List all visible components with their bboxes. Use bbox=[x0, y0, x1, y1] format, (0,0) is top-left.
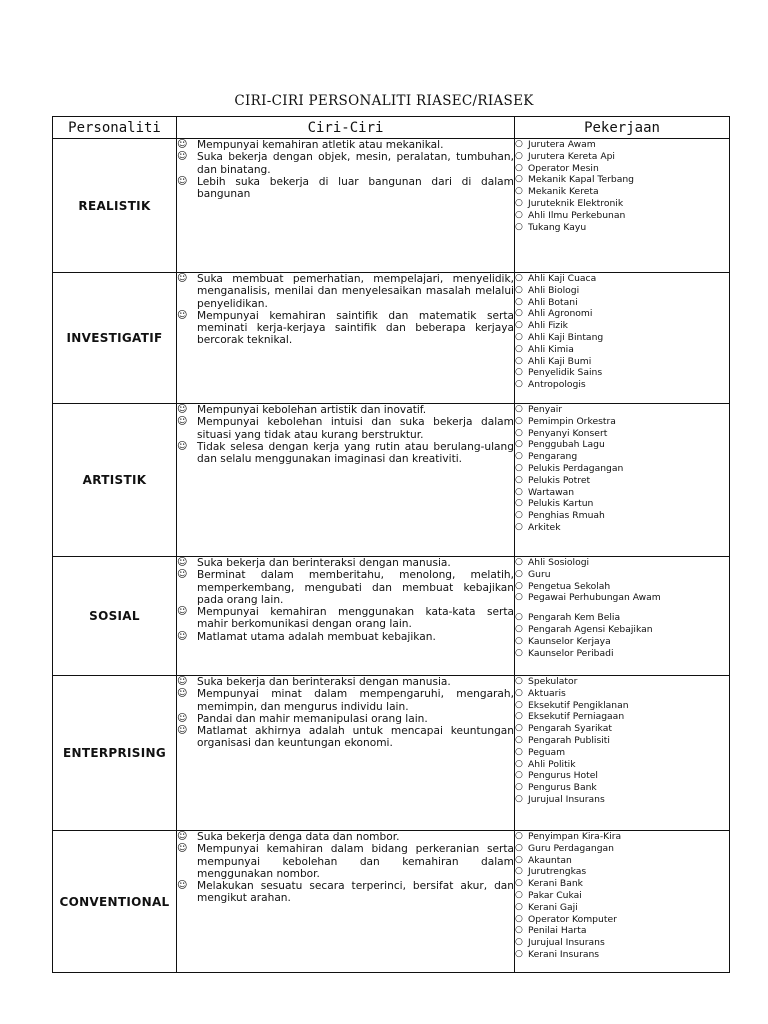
job-text: Operator Mesin bbox=[528, 162, 599, 174]
circle-bullet-icon: ○ bbox=[515, 521, 523, 532]
circle-bullet-icon: ○ bbox=[515, 308, 523, 319]
circle-bullet-icon: ○ bbox=[515, 197, 523, 208]
job-text: Peguam bbox=[528, 746, 566, 758]
trait-item bbox=[177, 404, 514, 416]
table-row bbox=[53, 139, 730, 273]
circle-bullet-icon: ○ bbox=[515, 221, 523, 232]
personality-name: REALISTIK bbox=[53, 139, 177, 273]
circle-bullet-icon: ○ bbox=[515, 842, 523, 853]
job-item bbox=[515, 866, 729, 878]
job-text: Wartawan bbox=[528, 486, 575, 498]
job-item bbox=[515, 463, 729, 475]
jobs-list bbox=[515, 676, 729, 806]
traits-list bbox=[177, 676, 514, 750]
job-item bbox=[515, 723, 729, 735]
circle-bullet-icon: ○ bbox=[515, 623, 523, 634]
circle-bullet-icon: ○ bbox=[515, 498, 523, 509]
job-item bbox=[515, 174, 729, 186]
trait-text: Tidak selesa dengan kerja yang rutin atau berulang-ulang dan selalu menggunakan imaginasi dan kreativiti. bbox=[197, 440, 514, 466]
circle-bullet-icon: ○ bbox=[515, 770, 523, 781]
job-text: Kerani Bank bbox=[528, 878, 583, 890]
circle-bullet-icon: ○ bbox=[515, 486, 523, 497]
job-item bbox=[515, 487, 729, 499]
job-text: Pemimpin Orkestra bbox=[528, 415, 616, 427]
smiley-bullet-icon: ☺ bbox=[177, 725, 188, 737]
smiley-bullet-icon: ☺ bbox=[177, 404, 188, 415]
job-text: Penyelidik Sains bbox=[528, 367, 603, 379]
job-text: Kaunselor Peribadi bbox=[528, 647, 614, 659]
trait-item bbox=[177, 310, 514, 347]
job-text: Pelukis Kartun bbox=[528, 498, 594, 510]
traits-cell bbox=[177, 404, 515, 557]
traits-cell bbox=[177, 676, 515, 831]
trait-text: Berminat dalam memberitahu, menolong, melatih, memperkembang, mengubati dan membuat kebajikan pada orang lain. bbox=[197, 569, 514, 606]
circle-bullet-icon: ○ bbox=[515, 723, 523, 734]
smiley-bullet-icon: ☺ bbox=[177, 569, 188, 581]
trait-text: Suka bekerja dan berinteraksi dengan manusia. bbox=[197, 676, 451, 688]
trait-item bbox=[177, 151, 514, 176]
job-text: Jurutera Kereta Api bbox=[528, 150, 615, 162]
job-text: Penggubah Lagu bbox=[528, 439, 605, 451]
circle-bullet-icon: ○ bbox=[515, 854, 523, 865]
job-text: Pelukis Potret bbox=[528, 474, 591, 486]
trait-item bbox=[177, 725, 514, 750]
trait-item bbox=[177, 139, 514, 151]
job-text: Ahli Kaji Bintang bbox=[528, 331, 604, 343]
job-item bbox=[515, 925, 729, 937]
job-item bbox=[515, 902, 729, 914]
job-item bbox=[515, 636, 729, 648]
table-row bbox=[53, 831, 730, 973]
job-text: Jurutera Awam bbox=[528, 139, 596, 150]
circle-bullet-icon: ○ bbox=[515, 510, 523, 521]
circle-bullet-icon: ○ bbox=[515, 174, 523, 185]
job-item bbox=[515, 404, 729, 416]
job-text: Ahli Kimia bbox=[528, 343, 574, 355]
job-item bbox=[515, 285, 729, 297]
job-text: Eksekutif Perniagaan bbox=[528, 711, 625, 723]
trait-item bbox=[177, 713, 514, 725]
header-personaliti: Personaliti bbox=[53, 117, 177, 139]
job-text: Akauntan bbox=[528, 854, 572, 866]
circle-bullet-icon: ○ bbox=[515, 866, 523, 877]
job-item bbox=[515, 416, 729, 428]
smiley-bullet-icon: ☺ bbox=[177, 139, 188, 150]
header-ciri-ciri: Ciri-Ciri bbox=[177, 117, 515, 139]
jobs-list bbox=[515, 557, 729, 659]
trait-item bbox=[177, 557, 514, 569]
job-item bbox=[515, 612, 729, 624]
circle-bullet-icon: ○ bbox=[515, 451, 523, 462]
circle-bullet-icon: ○ bbox=[515, 647, 523, 658]
job-item bbox=[515, 151, 729, 163]
circle-bullet-icon: ○ bbox=[515, 948, 523, 959]
job-item bbox=[515, 711, 729, 723]
job-item bbox=[515, 770, 729, 782]
job-text: Ahli Botani bbox=[528, 296, 578, 308]
personality-name: ENTERPRISING bbox=[53, 676, 177, 831]
job-text: Penghias Rmuah bbox=[528, 510, 605, 522]
trait-text: Suka bekerja dengan objek, mesin, peralatan, tumbuhan, dan binatang. bbox=[197, 151, 514, 176]
traits-list bbox=[177, 273, 514, 347]
riasec-table bbox=[52, 116, 730, 973]
job-item bbox=[515, 624, 729, 636]
jobs-cell bbox=[515, 139, 730, 273]
job-item bbox=[515, 592, 729, 604]
traits-cell bbox=[177, 273, 515, 404]
job-text: Jurujual Insurans bbox=[528, 793, 605, 805]
header-pekerjaan: Pekerjaan bbox=[515, 117, 730, 139]
circle-bullet-icon: ○ bbox=[515, 331, 523, 342]
job-text: Mekanik Kapal Terbang bbox=[528, 174, 635, 186]
job-text: Pengurus Hotel bbox=[528, 770, 598, 782]
circle-bullet-icon: ○ bbox=[515, 699, 523, 710]
jobs-list bbox=[515, 139, 729, 233]
trait-item bbox=[177, 273, 514, 310]
job-item bbox=[515, 428, 729, 440]
job-text: Pelukis Perdagangan bbox=[528, 462, 624, 474]
personality-name: INVESTIGATIF bbox=[53, 273, 177, 404]
circle-bullet-icon: ○ bbox=[515, 557, 523, 567]
job-item bbox=[515, 498, 729, 510]
job-item bbox=[515, 782, 729, 794]
trait-item bbox=[177, 176, 514, 201]
circle-bullet-icon: ○ bbox=[515, 162, 523, 173]
trait-item bbox=[177, 569, 514, 606]
circle-bullet-icon: ○ bbox=[515, 746, 523, 757]
jobs-list bbox=[515, 404, 729, 534]
circle-bullet-icon: ○ bbox=[515, 404, 523, 414]
table-row bbox=[53, 676, 730, 831]
smiley-bullet-icon: ☺ bbox=[177, 831, 188, 842]
table-header-row bbox=[53, 117, 730, 139]
jobs-cell bbox=[515, 404, 730, 557]
trait-text: Suka membuat pemerhatian, mempelajari, menyelidik, menganalisis, menilai dan menyelesaikan masalah melalui penyelidikan. bbox=[197, 273, 514, 310]
trait-text: Suka bekerja denga data dan nombor. bbox=[197, 831, 400, 843]
circle-bullet-icon: ○ bbox=[515, 913, 523, 924]
trait-text: Mempunyai kemahiran menggunakan kata-kata serta mahir berkomunikasi dengan orang lain. bbox=[197, 606, 514, 631]
job-item bbox=[515, 332, 729, 344]
jobs-list bbox=[515, 831, 729, 961]
circle-bullet-icon: ○ bbox=[515, 793, 523, 804]
job-item bbox=[515, 163, 729, 175]
job-text: Kerani Gaji bbox=[528, 901, 578, 913]
smiley-bullet-icon: ☺ bbox=[177, 676, 188, 687]
circle-bullet-icon: ○ bbox=[515, 150, 523, 161]
circle-bullet-icon: ○ bbox=[515, 937, 523, 948]
jobs-list bbox=[515, 273, 729, 391]
job-text: Tukang Kayu bbox=[528, 221, 587, 233]
trait-item bbox=[177, 688, 514, 713]
table-body bbox=[53, 139, 730, 973]
job-text: Aktuaris bbox=[528, 687, 566, 699]
table-row bbox=[53, 557, 730, 676]
circle-bullet-icon: ○ bbox=[515, 592, 523, 603]
job-text: Pengurus Bank bbox=[528, 782, 597, 794]
job-text: Juruteknik Elektronik bbox=[528, 197, 624, 209]
job-text: Jurujual Insurans bbox=[528, 937, 605, 949]
job-item bbox=[515, 522, 729, 534]
trait-item bbox=[177, 416, 514, 441]
job-item bbox=[515, 581, 729, 593]
job-text: Ahli Fizik bbox=[528, 320, 568, 332]
smiley-bullet-icon: ☺ bbox=[177, 440, 188, 452]
job-text: Guru Perdagangan bbox=[528, 842, 614, 854]
trait-text: Melakukan sesuatu secara terperinci, bersifat akur, dan mengikut arahan. bbox=[197, 880, 514, 905]
circle-bullet-icon: ○ bbox=[515, 734, 523, 745]
smiley-bullet-icon: ☺ bbox=[177, 630, 188, 642]
job-item bbox=[515, 356, 729, 368]
job-item bbox=[515, 759, 729, 771]
job-item bbox=[515, 855, 729, 867]
smiley-bullet-icon: ☺ bbox=[177, 273, 188, 284]
job-text: Eksekutif Pengiklanan bbox=[528, 699, 629, 711]
circle-bullet-icon: ○ bbox=[515, 273, 523, 283]
job-item bbox=[515, 475, 729, 487]
job-item bbox=[515, 937, 729, 949]
job-text: Ahli Politik bbox=[528, 758, 576, 770]
job-text: Antropologis bbox=[528, 379, 586, 391]
smiley-bullet-icon: ☺ bbox=[177, 309, 188, 321]
traits-cell bbox=[177, 139, 515, 273]
job-item bbox=[515, 210, 729, 222]
job-text: Penyair bbox=[528, 404, 563, 415]
job-item bbox=[515, 676, 729, 688]
circle-bullet-icon: ○ bbox=[515, 439, 523, 450]
smiley-bullet-icon: ☺ bbox=[177, 416, 188, 428]
job-item bbox=[515, 308, 729, 320]
circle-bullet-icon: ○ bbox=[515, 296, 523, 307]
trait-text: Suka bekerja dan berinteraksi dengan manusia. bbox=[197, 557, 451, 569]
circle-bullet-icon: ○ bbox=[515, 831, 523, 841]
job-text: Pengarah Publisiti bbox=[528, 734, 610, 746]
circle-bullet-icon: ○ bbox=[515, 580, 523, 591]
circle-bullet-icon: ○ bbox=[515, 568, 523, 579]
circle-bullet-icon: ○ bbox=[515, 901, 523, 912]
job-item bbox=[515, 843, 729, 855]
traits-list bbox=[177, 404, 514, 465]
job-item bbox=[515, 344, 729, 356]
circle-bullet-icon: ○ bbox=[515, 925, 523, 936]
job-item bbox=[515, 648, 729, 660]
smiley-bullet-icon: ☺ bbox=[177, 688, 188, 700]
smiley-bullet-icon: ☺ bbox=[177, 606, 188, 618]
job-item bbox=[515, 273, 729, 285]
circle-bullet-icon: ○ bbox=[515, 343, 523, 354]
job-text: Pengarah Agensi Kebajikan bbox=[528, 623, 653, 635]
trait-text: Pandai dan mahir memanipulasi orang lain. bbox=[197, 712, 428, 725]
job-item bbox=[515, 139, 729, 151]
job-text: Operator Komputer bbox=[528, 913, 617, 925]
trait-text: Mempunyai kemahiran dalam bidang perkeranian serta mempunyai kebolehan dan kemahiran dalam menggunakan nombor. bbox=[197, 843, 514, 880]
circle-bullet-icon: ○ bbox=[515, 711, 523, 722]
job-text: Pengetua Sekolah bbox=[528, 580, 611, 592]
trait-text: Matlamat utama adalah membuat kebajikan. bbox=[197, 630, 436, 643]
trait-item bbox=[177, 631, 514, 643]
circle-bullet-icon: ○ bbox=[515, 379, 523, 390]
job-item bbox=[515, 878, 729, 890]
job-text: Pakar Cukai bbox=[528, 889, 582, 901]
smiley-bullet-icon: ☺ bbox=[177, 843, 188, 855]
job-item bbox=[515, 700, 729, 712]
job-text: Ahli Kaji Cuaca bbox=[528, 273, 597, 284]
circle-bullet-icon: ○ bbox=[515, 612, 523, 623]
smiley-bullet-icon: ☺ bbox=[177, 151, 188, 163]
job-item bbox=[515, 949, 729, 961]
trait-item bbox=[177, 676, 514, 688]
job-text: Pengarang bbox=[528, 451, 578, 463]
job-item bbox=[515, 451, 729, 463]
circle-bullet-icon: ○ bbox=[515, 367, 523, 378]
job-item bbox=[515, 747, 729, 759]
job-item bbox=[515, 439, 729, 451]
circle-bullet-icon: ○ bbox=[515, 186, 523, 197]
job-item bbox=[515, 914, 729, 926]
circle-bullet-icon: ○ bbox=[515, 878, 523, 889]
job-text: Jurutrengkas bbox=[528, 866, 587, 878]
trait-text: Mempunyai kemahiran saintifik dan matematik serta meminati kerja-kerjaya saintifik dan beberapa kerjaya bercorak teknikal. bbox=[197, 309, 514, 347]
job-text: Pengarah Syarikat bbox=[528, 723, 612, 735]
traits-cell bbox=[177, 557, 515, 676]
job-text: Kaunselor Kerjaya bbox=[528, 635, 611, 647]
job-text: Ahli Agronomi bbox=[528, 308, 593, 320]
job-text: Penilai Harta bbox=[528, 925, 587, 937]
job-text: Arkitek bbox=[528, 521, 561, 533]
personality-name: CONVENTIONAL bbox=[53, 831, 177, 973]
jobs-cell bbox=[515, 676, 730, 831]
circle-bullet-icon: ○ bbox=[515, 687, 523, 698]
job-text: Ahli Ilmu Perkebunan bbox=[528, 209, 626, 221]
trait-text: Mempunyai kemahiran atletik atau mekanikal. bbox=[197, 139, 444, 151]
job-text: Kerani Insurans bbox=[528, 948, 600, 960]
job-item bbox=[515, 735, 729, 747]
page-title: CIRI-CIRI PERSONALITI RIASEC/RIASEK bbox=[234, 93, 534, 109]
smiley-bullet-icon: ☺ bbox=[177, 880, 188, 892]
table-row bbox=[53, 404, 730, 557]
job-text: Mekanik Kereta bbox=[528, 186, 599, 198]
trait-text: Lebih suka bekerja di luar bangunan dari di dalam bangunan bbox=[197, 175, 514, 201]
job-text: Ahli Sosiologi bbox=[528, 557, 590, 568]
traits-cell bbox=[177, 831, 515, 973]
smiley-bullet-icon: ☺ bbox=[177, 712, 188, 724]
circle-bullet-icon: ○ bbox=[515, 415, 523, 426]
trait-item bbox=[177, 606, 514, 631]
circle-bullet-icon: ○ bbox=[515, 355, 523, 366]
trait-item bbox=[177, 843, 514, 880]
job-text: Penyimpan Kira-Kira bbox=[528, 831, 622, 842]
job-text: Spekulator bbox=[528, 676, 578, 687]
circle-bullet-icon: ○ bbox=[515, 209, 523, 220]
job-item bbox=[515, 890, 729, 902]
traits-list bbox=[177, 831, 514, 905]
trait-item bbox=[177, 880, 514, 905]
job-item bbox=[515, 557, 729, 569]
traits-list bbox=[177, 139, 514, 200]
jobs-cell bbox=[515, 831, 730, 973]
job-text: Penyanyi Konsert bbox=[528, 427, 608, 439]
job-text: Pegawai Perhubungan Awam bbox=[528, 592, 661, 604]
job-item bbox=[515, 222, 729, 234]
job-item bbox=[515, 831, 729, 843]
smiley-bullet-icon: ☺ bbox=[177, 175, 188, 187]
table-row bbox=[53, 273, 730, 404]
circle-bullet-icon: ○ bbox=[515, 635, 523, 646]
job-text: Guru bbox=[528, 568, 551, 580]
job-item bbox=[515, 379, 729, 391]
circle-bullet-icon: ○ bbox=[515, 139, 523, 149]
trait-text: Matlamat akhirnya adalah untuk mencapai keuntungan organisasi dan keuntungan ekonomi. bbox=[197, 725, 514, 750]
job-text: Pengarah Kem Belia bbox=[528, 612, 621, 624]
trait-item bbox=[177, 441, 514, 466]
trait-text: Mempunyai kebolehan intuisi dan suka bekerja dalam situasi yang tidak atau kurang berstruktur. bbox=[197, 416, 514, 441]
traits-list bbox=[177, 557, 514, 643]
personality-name: SOSIAL bbox=[53, 557, 177, 676]
job-text: Ahli Biologi bbox=[528, 284, 580, 296]
circle-bullet-icon: ○ bbox=[515, 676, 523, 686]
job-item bbox=[515, 367, 729, 379]
circle-bullet-icon: ○ bbox=[515, 427, 523, 438]
circle-bullet-icon: ○ bbox=[515, 758, 523, 769]
job-item bbox=[515, 186, 729, 198]
job-item bbox=[515, 320, 729, 332]
job-item bbox=[515, 297, 729, 309]
circle-bullet-icon: ○ bbox=[515, 320, 523, 331]
trait-item bbox=[177, 831, 514, 843]
jobs-cell bbox=[515, 557, 730, 676]
trait-text: Mempunyai kebolehan artistik dan inovatif. bbox=[197, 404, 427, 416]
circle-bullet-icon: ○ bbox=[515, 889, 523, 900]
circle-bullet-icon: ○ bbox=[515, 462, 523, 473]
job-text: Ahli Kaji Bumi bbox=[528, 355, 592, 367]
smiley-bullet-icon: ☺ bbox=[177, 557, 188, 568]
trait-text: Mempunyai minat dalam mempengaruhi, mengarah, memimpin, dan mengurus individu lain. bbox=[197, 688, 514, 713]
job-item bbox=[515, 688, 729, 700]
job-item bbox=[515, 510, 729, 522]
circle-bullet-icon: ○ bbox=[515, 782, 523, 793]
job-item bbox=[515, 794, 729, 806]
jobs-cell bbox=[515, 273, 730, 404]
circle-bullet-icon: ○ bbox=[515, 474, 523, 485]
circle-bullet-icon: ○ bbox=[515, 284, 523, 295]
personality-name: ARTISTIK bbox=[53, 404, 177, 557]
job-item bbox=[515, 569, 729, 581]
job-item bbox=[515, 198, 729, 210]
